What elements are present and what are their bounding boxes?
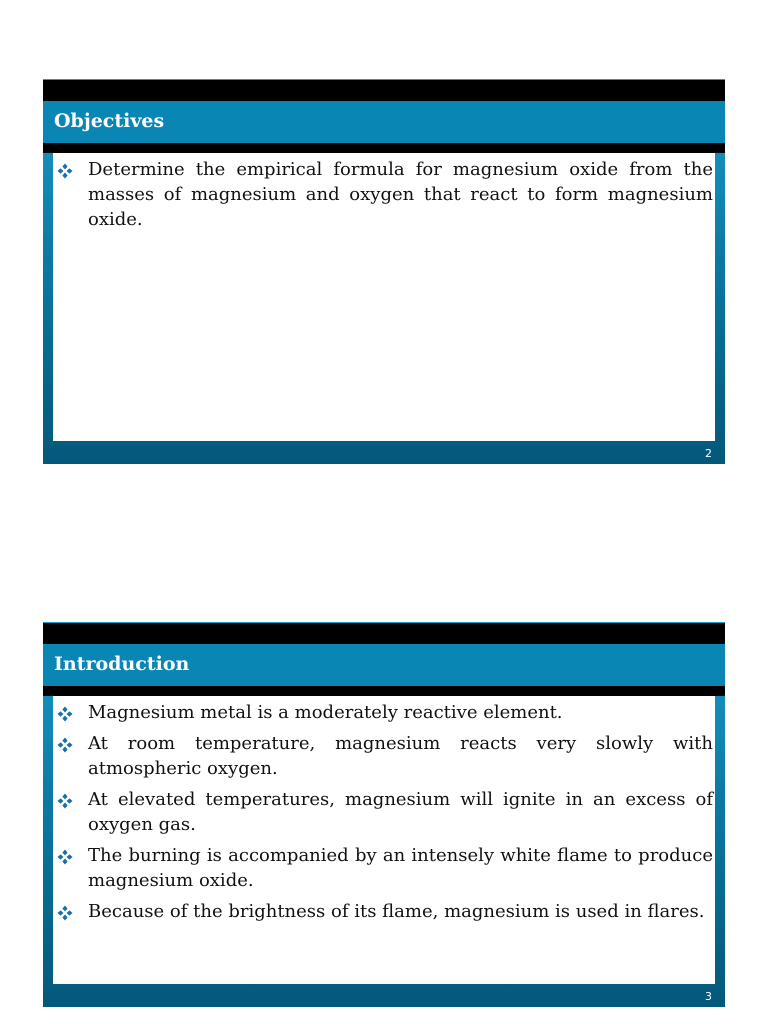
bullet-item — [53, 899, 713, 924]
page-number: 3 — [705, 990, 712, 1003]
slide-objectives — [43, 79, 725, 464]
slide-content — [53, 153, 715, 441]
four-diamond-bullet-icon — [57, 706, 73, 722]
slide-title: Introduction — [54, 653, 190, 675]
bullet-item — [53, 700, 713, 725]
slide-top-bar — [43, 622, 725, 644]
bullet-text: Determine the empirical formula for magnesium oxide from the masses of magnesium and oxygen that react to form magnesium oxide. — [88, 159, 713, 230]
bullet-text: The burning is accompanied by an intensely white flame to produce magnesium oxide. — [88, 845, 713, 891]
slide-content — [53, 696, 715, 984]
bullet-item — [53, 157, 713, 232]
bullet-text: At room temperature, magnesium reacts very slowly with atmospheric oxygen. — [88, 733, 713, 779]
slide-introduction — [43, 622, 725, 1007]
slide-title-bar — [43, 101, 725, 143]
page-number: 2 — [705, 447, 712, 460]
four-diamond-bullet-icon — [57, 793, 73, 809]
four-diamond-bullet-icon — [57, 905, 73, 921]
bullet-list — [53, 153, 715, 232]
bullet-text: Magnesium metal is a moderately reactive element. — [88, 702, 563, 723]
four-diamond-bullet-icon — [57, 163, 73, 179]
bullet-item — [53, 731, 713, 781]
slide-title-bar — [43, 644, 725, 686]
four-diamond-bullet-icon — [57, 737, 73, 753]
four-diamond-bullet-icon — [57, 849, 73, 865]
slide-separator-bar — [43, 143, 725, 153]
slide-top-bar — [43, 79, 725, 101]
slide-title: Objectives — [54, 110, 165, 132]
bullet-item — [53, 843, 713, 893]
bullet-list — [53, 696, 715, 924]
bullet-item — [53, 787, 713, 837]
bullet-text: At elevated temperatures, magnesium will ignite in an excess of oxygen gas. — [88, 789, 713, 835]
bullet-text: Because of the brightness of its flame, magnesium is used in flares. — [88, 901, 705, 922]
slide-separator-bar — [43, 686, 725, 696]
